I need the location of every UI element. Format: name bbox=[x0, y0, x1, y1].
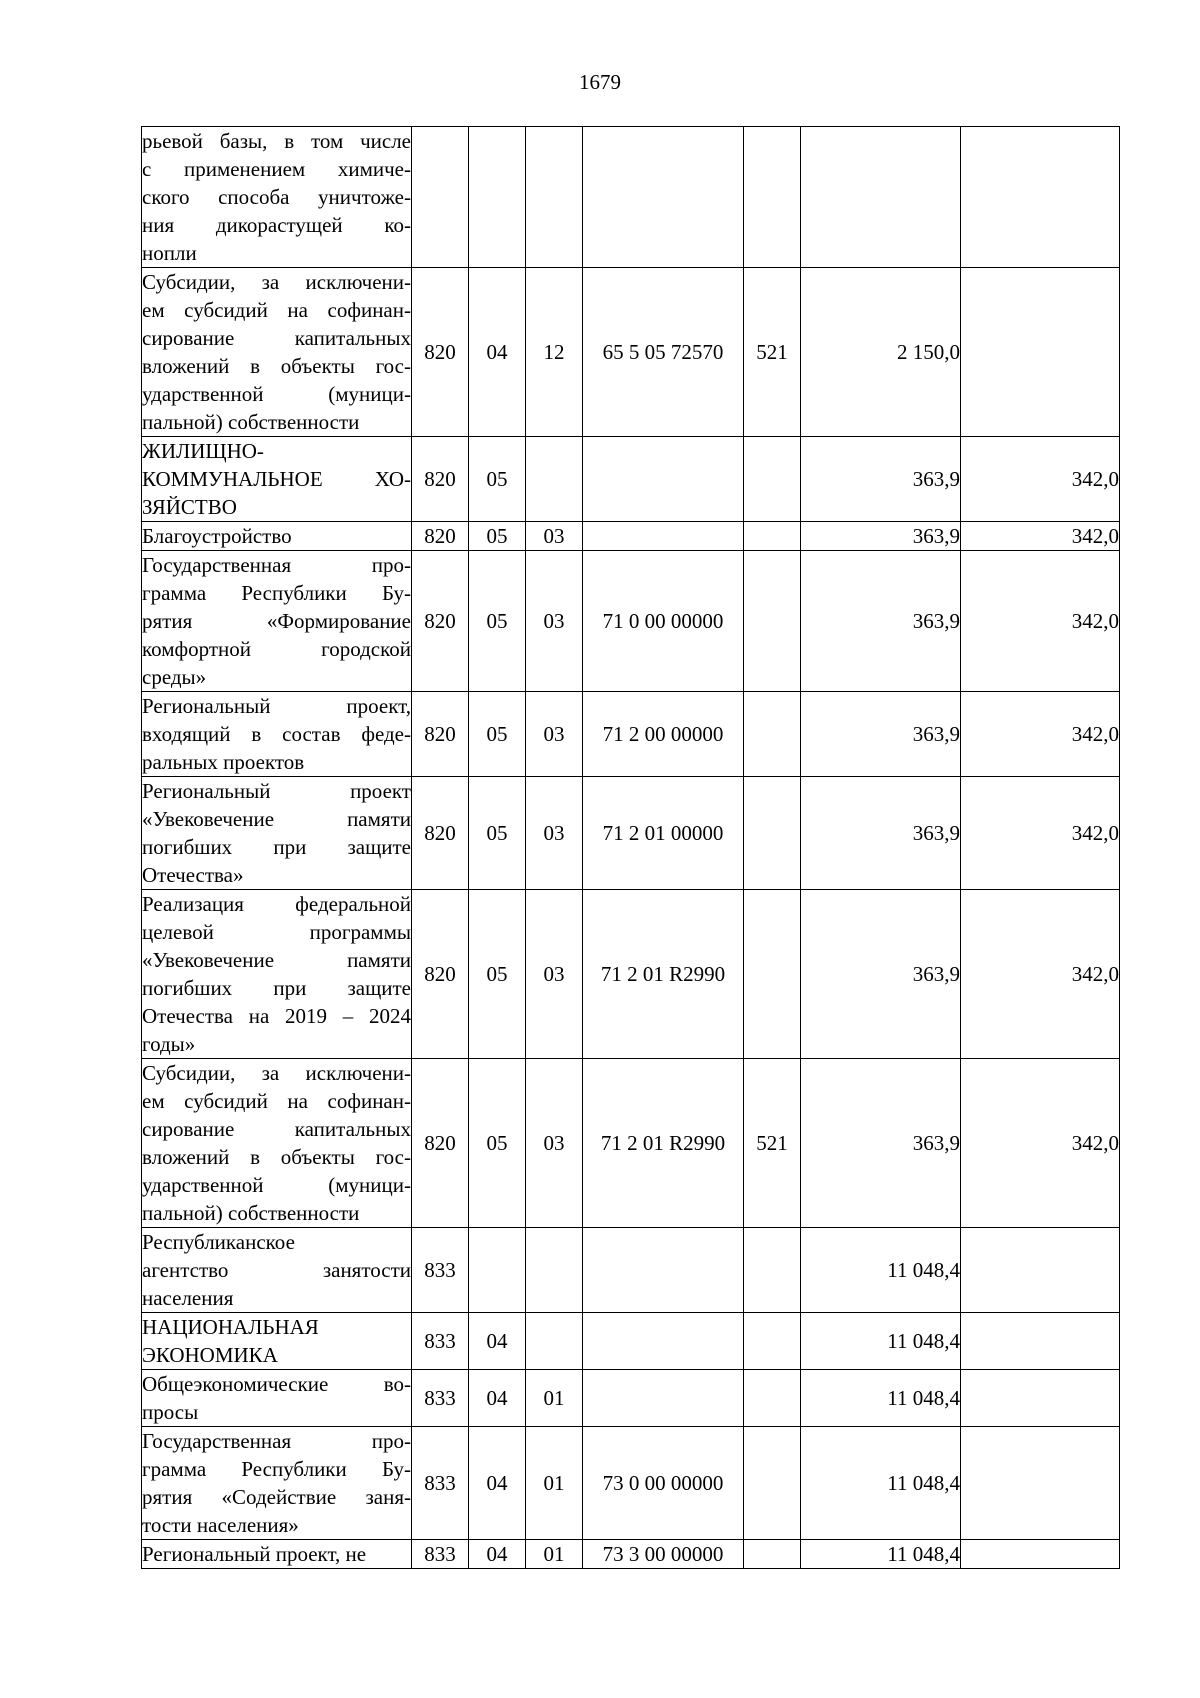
name-line: «Увековечение памяти bbox=[142, 807, 411, 831]
grbs-cell: 833 bbox=[412, 1427, 469, 1540]
amount-1-cell: 11 048,4 bbox=[801, 1427, 961, 1540]
name-cell bbox=[142, 551, 412, 692]
expense-type-cell bbox=[744, 777, 801, 890]
expense-type-cell bbox=[744, 1228, 801, 1313]
name-line: ния дикорастущей ко- bbox=[142, 213, 411, 237]
expense-type-cell bbox=[744, 522, 801, 551]
name-line: ЖИЛИЩНО- bbox=[142, 439, 264, 463]
amount-1-cell: 363,9 bbox=[801, 777, 961, 890]
table-row bbox=[142, 777, 1120, 890]
table-row bbox=[142, 692, 1120, 777]
name-cell bbox=[142, 1228, 412, 1313]
name-line: тости населения» bbox=[142, 1513, 299, 1537]
name-cell bbox=[142, 1427, 412, 1540]
section-cell: 04 bbox=[469, 1540, 526, 1569]
name-line: грамма Республики Бу- bbox=[142, 581, 411, 605]
name-line: «Увековечение памяти bbox=[142, 948, 411, 972]
name-line: с применением химиче- bbox=[142, 157, 411, 181]
name-cell bbox=[142, 1370, 412, 1427]
subsection-cell: 12 bbox=[526, 268, 583, 437]
expense-type-cell bbox=[744, 692, 801, 777]
grbs-cell: 833 bbox=[412, 1313, 469, 1370]
section-cell: 05 bbox=[469, 1059, 526, 1228]
table-row bbox=[142, 437, 1120, 522]
table-row bbox=[142, 1427, 1120, 1540]
table-row bbox=[142, 1540, 1120, 1569]
subsection-cell bbox=[526, 1228, 583, 1313]
name-cell bbox=[142, 437, 412, 522]
amount-1-cell: 2 150,0 bbox=[801, 268, 961, 437]
subsection-cell: 03 bbox=[526, 551, 583, 692]
amount-2-cell bbox=[961, 1370, 1120, 1427]
name-line: Государственная про- bbox=[142, 1429, 411, 1453]
name-line: Отечества на 2019 – 2024 bbox=[142, 1004, 411, 1028]
subsection-cell: 03 bbox=[526, 777, 583, 890]
table-body bbox=[142, 127, 1120, 1569]
grbs-cell: 820 bbox=[412, 268, 469, 437]
name-cell bbox=[142, 1313, 412, 1370]
target-article-cell: 73 3 00 00000 bbox=[583, 1540, 744, 1569]
target-article-cell: 71 2 01 R2990 bbox=[583, 890, 744, 1059]
target-article-cell: 71 2 00 00000 bbox=[583, 692, 744, 777]
amount-1-cell: 363,9 bbox=[801, 551, 961, 692]
name-line: вложений в объекты гос- bbox=[142, 1145, 411, 1169]
name-line: рятия «Формирование bbox=[142, 609, 411, 633]
table-row bbox=[142, 522, 1120, 551]
grbs-cell: 820 bbox=[412, 522, 469, 551]
amount-2-cell: 342,0 bbox=[961, 692, 1120, 777]
amount-2-cell bbox=[961, 1540, 1120, 1569]
target-article-cell bbox=[583, 127, 744, 268]
name-line: входящий в состав феде- bbox=[142, 722, 411, 746]
name-line: целевой программы bbox=[142, 920, 411, 944]
name-line: пальной) собственности bbox=[142, 410, 360, 434]
subsection-cell: 03 bbox=[526, 692, 583, 777]
subsection-cell: 01 bbox=[526, 1370, 583, 1427]
name-line: ЭКОНОМИКА bbox=[142, 1343, 278, 1367]
amount-2-cell bbox=[961, 1427, 1120, 1540]
section-cell: 05 bbox=[469, 777, 526, 890]
target-article-cell: 71 2 01 R2990 bbox=[583, 1059, 744, 1228]
target-article-cell: 73 0 00 00000 bbox=[583, 1427, 744, 1540]
name-line: ральных проектов bbox=[142, 750, 305, 774]
name-line: ударственной (муници- bbox=[142, 1173, 411, 1197]
grbs-cell: 820 bbox=[412, 437, 469, 522]
name-line: агентство занятости bbox=[142, 1258, 411, 1282]
name-line: Субсидии, за исключени- bbox=[142, 270, 411, 294]
section-cell: 05 bbox=[469, 522, 526, 551]
name-line: рятия «Содействие заня- bbox=[142, 1485, 411, 1509]
section-cell: 05 bbox=[469, 437, 526, 522]
section-cell bbox=[469, 127, 526, 268]
name-line: Отечества» bbox=[142, 863, 244, 887]
name-line: нопли bbox=[142, 241, 197, 265]
target-article-cell: 71 0 00 00000 bbox=[583, 551, 744, 692]
table-row bbox=[142, 1313, 1120, 1370]
name-line: ем субсидий на софинан- bbox=[142, 298, 411, 322]
section-cell: 04 bbox=[469, 268, 526, 437]
amount-1-cell: 363,9 bbox=[801, 692, 961, 777]
name-line: Государственная про- bbox=[142, 553, 411, 577]
amount-1-cell: 11 048,4 bbox=[801, 1313, 961, 1370]
expense-type-cell bbox=[744, 1313, 801, 1370]
name-cell bbox=[142, 777, 412, 890]
target-article-cell: 65 5 05 72570 bbox=[583, 268, 744, 437]
subsection-cell: 01 bbox=[526, 1427, 583, 1540]
section-cell bbox=[469, 1228, 526, 1313]
target-article-cell: 71 2 01 00000 bbox=[583, 777, 744, 890]
grbs-cell: 833 bbox=[412, 1540, 469, 1569]
name-line: КОММУНАЛЬНОЕ ХО- bbox=[142, 467, 411, 491]
name-line: сирование капитальных bbox=[142, 1117, 411, 1141]
budget-table bbox=[141, 126, 1120, 1569]
grbs-cell: 820 bbox=[412, 1059, 469, 1228]
subsection-cell bbox=[526, 127, 583, 268]
subsection-cell bbox=[526, 1313, 583, 1370]
expense-type-cell bbox=[744, 437, 801, 522]
grbs-cell: 820 bbox=[412, 551, 469, 692]
amount-2-cell bbox=[961, 127, 1120, 268]
name-line: грамма Республики Бу- bbox=[142, 1457, 411, 1481]
expense-type-cell bbox=[744, 127, 801, 268]
amount-2-cell bbox=[961, 268, 1120, 437]
expense-type-cell bbox=[744, 551, 801, 692]
amount-1-cell: 11 048,4 bbox=[801, 1370, 961, 1427]
table-row bbox=[142, 1370, 1120, 1427]
expense-type-cell bbox=[744, 890, 801, 1059]
name-line: Реализация федеральной bbox=[142, 892, 411, 916]
amount-1-cell: 363,9 bbox=[801, 890, 961, 1059]
grbs-cell: 820 bbox=[412, 692, 469, 777]
table-row bbox=[142, 127, 1120, 268]
name-line: ем субсидий на софинан- bbox=[142, 1089, 411, 1113]
amount-2-cell bbox=[961, 1228, 1120, 1313]
name-line: Республиканское bbox=[142, 1230, 295, 1254]
subsection-cell: 03 bbox=[526, 522, 583, 551]
name-cell bbox=[142, 692, 412, 777]
subsection-cell: 03 bbox=[526, 1059, 583, 1228]
name-line: погибших при защите bbox=[142, 976, 411, 1000]
name-line: населения bbox=[142, 1286, 234, 1310]
name-line: вложений в объекты гос- bbox=[142, 354, 411, 378]
name-cell bbox=[142, 1540, 412, 1569]
section-cell: 05 bbox=[469, 692, 526, 777]
name-line: просы bbox=[142, 1400, 199, 1424]
target-article-cell bbox=[583, 522, 744, 551]
amount-2-cell: 342,0 bbox=[961, 777, 1120, 890]
table-row bbox=[142, 1228, 1120, 1313]
name-line: годы» bbox=[142, 1032, 196, 1056]
name-line: погибших при защите bbox=[142, 835, 411, 859]
grbs-cell: 820 bbox=[412, 890, 469, 1059]
name-line: сирование капитальных bbox=[142, 326, 411, 350]
amount-2-cell bbox=[961, 1313, 1120, 1370]
name-line: среды» bbox=[142, 665, 207, 689]
name-line: рьевой базы, в том числе bbox=[142, 129, 411, 153]
name-line: Региональный проект, bbox=[142, 694, 411, 718]
name-line: Региональный проект bbox=[142, 779, 411, 803]
name-line: ударственной (муници- bbox=[142, 382, 411, 406]
name-line: Общеэкономические во- bbox=[142, 1372, 411, 1396]
name-line: ЗЯЙСТВО bbox=[142, 495, 237, 519]
expense-type-cell bbox=[744, 1540, 801, 1569]
amount-2-cell: 342,0 bbox=[961, 890, 1120, 1059]
table-row bbox=[142, 890, 1120, 1059]
expense-type-cell bbox=[744, 1427, 801, 1540]
amount-2-cell: 342,0 bbox=[961, 437, 1120, 522]
expense-type-cell bbox=[744, 1370, 801, 1427]
amount-2-cell: 342,0 bbox=[961, 551, 1120, 692]
name-line: НАЦИОНАЛЬНАЯ bbox=[142, 1315, 319, 1339]
grbs-cell bbox=[412, 127, 469, 268]
name-cell bbox=[142, 1059, 412, 1228]
target-article-cell bbox=[583, 437, 744, 522]
amount-1-cell: 11 048,4 bbox=[801, 1540, 961, 1569]
name-line: ского способа уничтоже- bbox=[142, 185, 411, 209]
name-line: Благоустройство bbox=[142, 524, 292, 548]
amount-1-cell: 11 048,4 bbox=[801, 1228, 961, 1313]
section-cell: 04 bbox=[469, 1313, 526, 1370]
name-cell bbox=[142, 127, 412, 268]
amount-1-cell: 363,9 bbox=[801, 1059, 961, 1228]
target-article-cell bbox=[583, 1370, 744, 1427]
target-article-cell bbox=[583, 1228, 744, 1313]
subsection-cell: 03 bbox=[526, 890, 583, 1059]
name-cell bbox=[142, 522, 412, 551]
name-line: пальной) собственности bbox=[142, 1201, 360, 1225]
grbs-cell: 833 bbox=[412, 1228, 469, 1313]
name-cell bbox=[142, 890, 412, 1059]
name-line: Региональный проект, не bbox=[142, 1542, 367, 1566]
name-line: Субсидии, за исключени- bbox=[142, 1061, 411, 1085]
section-cell: 05 bbox=[469, 890, 526, 1059]
expense-type-cell: 521 bbox=[744, 268, 801, 437]
section-cell: 04 bbox=[469, 1427, 526, 1540]
amount-1-cell: 363,9 bbox=[801, 522, 961, 551]
amount-2-cell: 342,0 bbox=[961, 1059, 1120, 1228]
grbs-cell: 820 bbox=[412, 777, 469, 890]
name-cell bbox=[142, 268, 412, 437]
subsection-cell bbox=[526, 437, 583, 522]
target-article-cell bbox=[583, 1313, 744, 1370]
name-line: комфортной городской bbox=[142, 637, 411, 661]
table-row bbox=[142, 551, 1120, 692]
page-number: 1679 bbox=[579, 70, 621, 94]
subsection-cell: 01 bbox=[526, 1540, 583, 1569]
table-row bbox=[142, 1059, 1120, 1228]
expense-type-cell: 521 bbox=[744, 1059, 801, 1228]
amount-1-cell bbox=[801, 127, 961, 268]
section-cell: 04 bbox=[469, 1370, 526, 1427]
amount-1-cell: 363,9 bbox=[801, 437, 961, 522]
section-cell: 05 bbox=[469, 551, 526, 692]
grbs-cell: 833 bbox=[412, 1370, 469, 1427]
table-row bbox=[142, 268, 1120, 437]
amount-2-cell: 342,0 bbox=[961, 522, 1120, 551]
